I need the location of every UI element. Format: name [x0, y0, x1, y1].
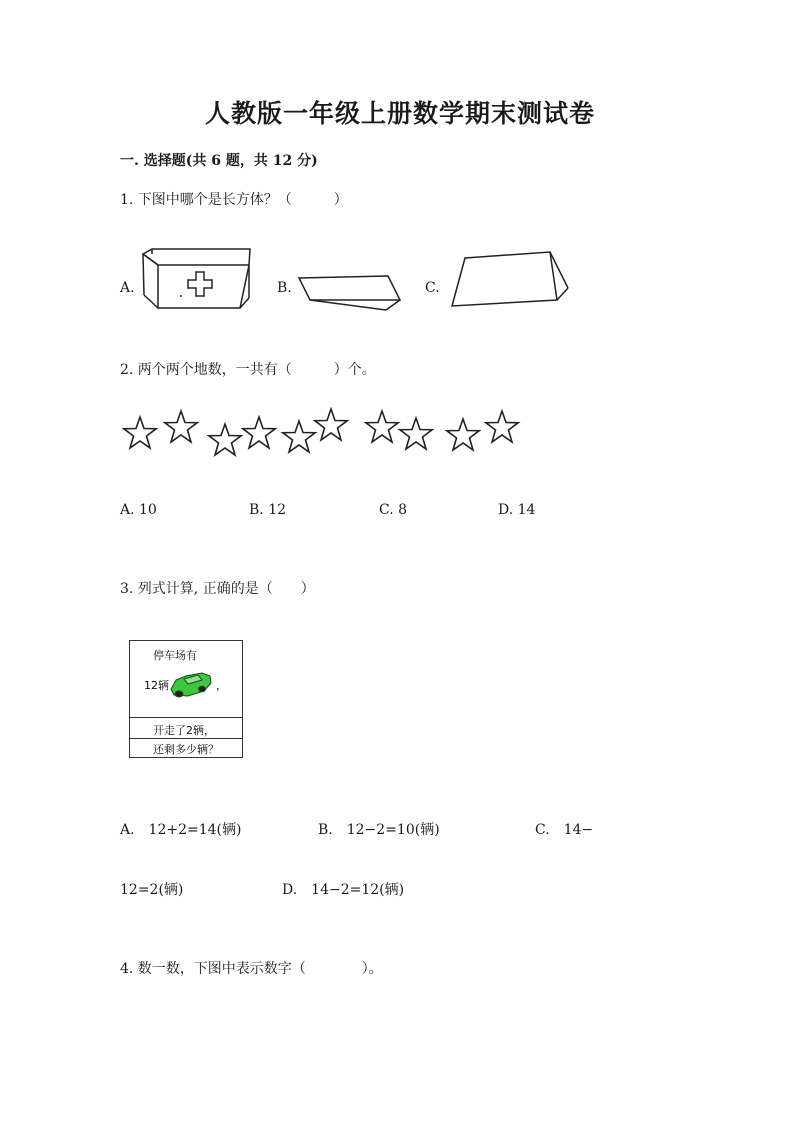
wedge-figure	[296, 270, 402, 314]
figure-text-line4: 还剩多少辆？	[153, 743, 219, 756]
q2-option-d: D. 14	[498, 502, 536, 518]
star-icon	[209, 424, 241, 455]
green-car-icon	[168, 667, 214, 701]
q3-option-c: C. 14−	[535, 822, 594, 838]
q1-option-b-label: B.	[277, 280, 292, 296]
star-icon	[486, 411, 518, 442]
trapezoid-prism-figure	[446, 248, 572, 310]
star-icon	[243, 417, 275, 448]
question-3-text: 3. 列式计算, 正确的是（ ）	[120, 581, 315, 597]
q2-option-b: B. 12	[249, 502, 287, 518]
q2-option-a: A. 10	[120, 502, 157, 518]
parking-lot-figure	[129, 640, 243, 758]
q3-option-a: A. 12+2=14(辆)	[120, 822, 242, 838]
q3-option-d: D. 14−2=12(辆)	[282, 882, 405, 898]
q1-option-c-label: C.	[425, 280, 440, 296]
section-heading: 一. 选择题(共 6 题，共 12 分)	[120, 153, 318, 169]
q3-option-b: B. 12−2=10(辆)	[318, 822, 440, 838]
stars-figure	[118, 404, 526, 462]
page-title: 人教版一年级上册数学期末测试卷	[204, 99, 595, 128]
medical-box-figure	[140, 248, 252, 314]
star-icon	[315, 409, 347, 440]
star-icon	[400, 418, 432, 449]
star-icon	[124, 417, 156, 448]
q3-option-c-continued: 12=2(辆)	[120, 882, 184, 898]
q2-option-c: C. 8	[379, 502, 408, 518]
figure-text-line1: 停车场有	[153, 649, 197, 662]
q1-option-a-label: A.	[120, 280, 135, 296]
star-icon	[283, 421, 315, 452]
figure-text-line2: 12辆	[144, 679, 169, 692]
star-icon	[366, 411, 398, 442]
question-4-text: 4. 数一数，下图中表示数字（ ）。	[120, 961, 383, 977]
figure-text-line3: 开走了2辆，	[153, 724, 215, 737]
figure-comma: ，	[216, 679, 227, 692]
star-icon	[447, 419, 479, 450]
question-1-text: 1. 下图中哪个是长方体？（ ）	[120, 192, 348, 208]
question-2-text: 2. 两个两个地数，一共有（ ）个。	[120, 362, 376, 378]
star-icon	[165, 411, 197, 442]
